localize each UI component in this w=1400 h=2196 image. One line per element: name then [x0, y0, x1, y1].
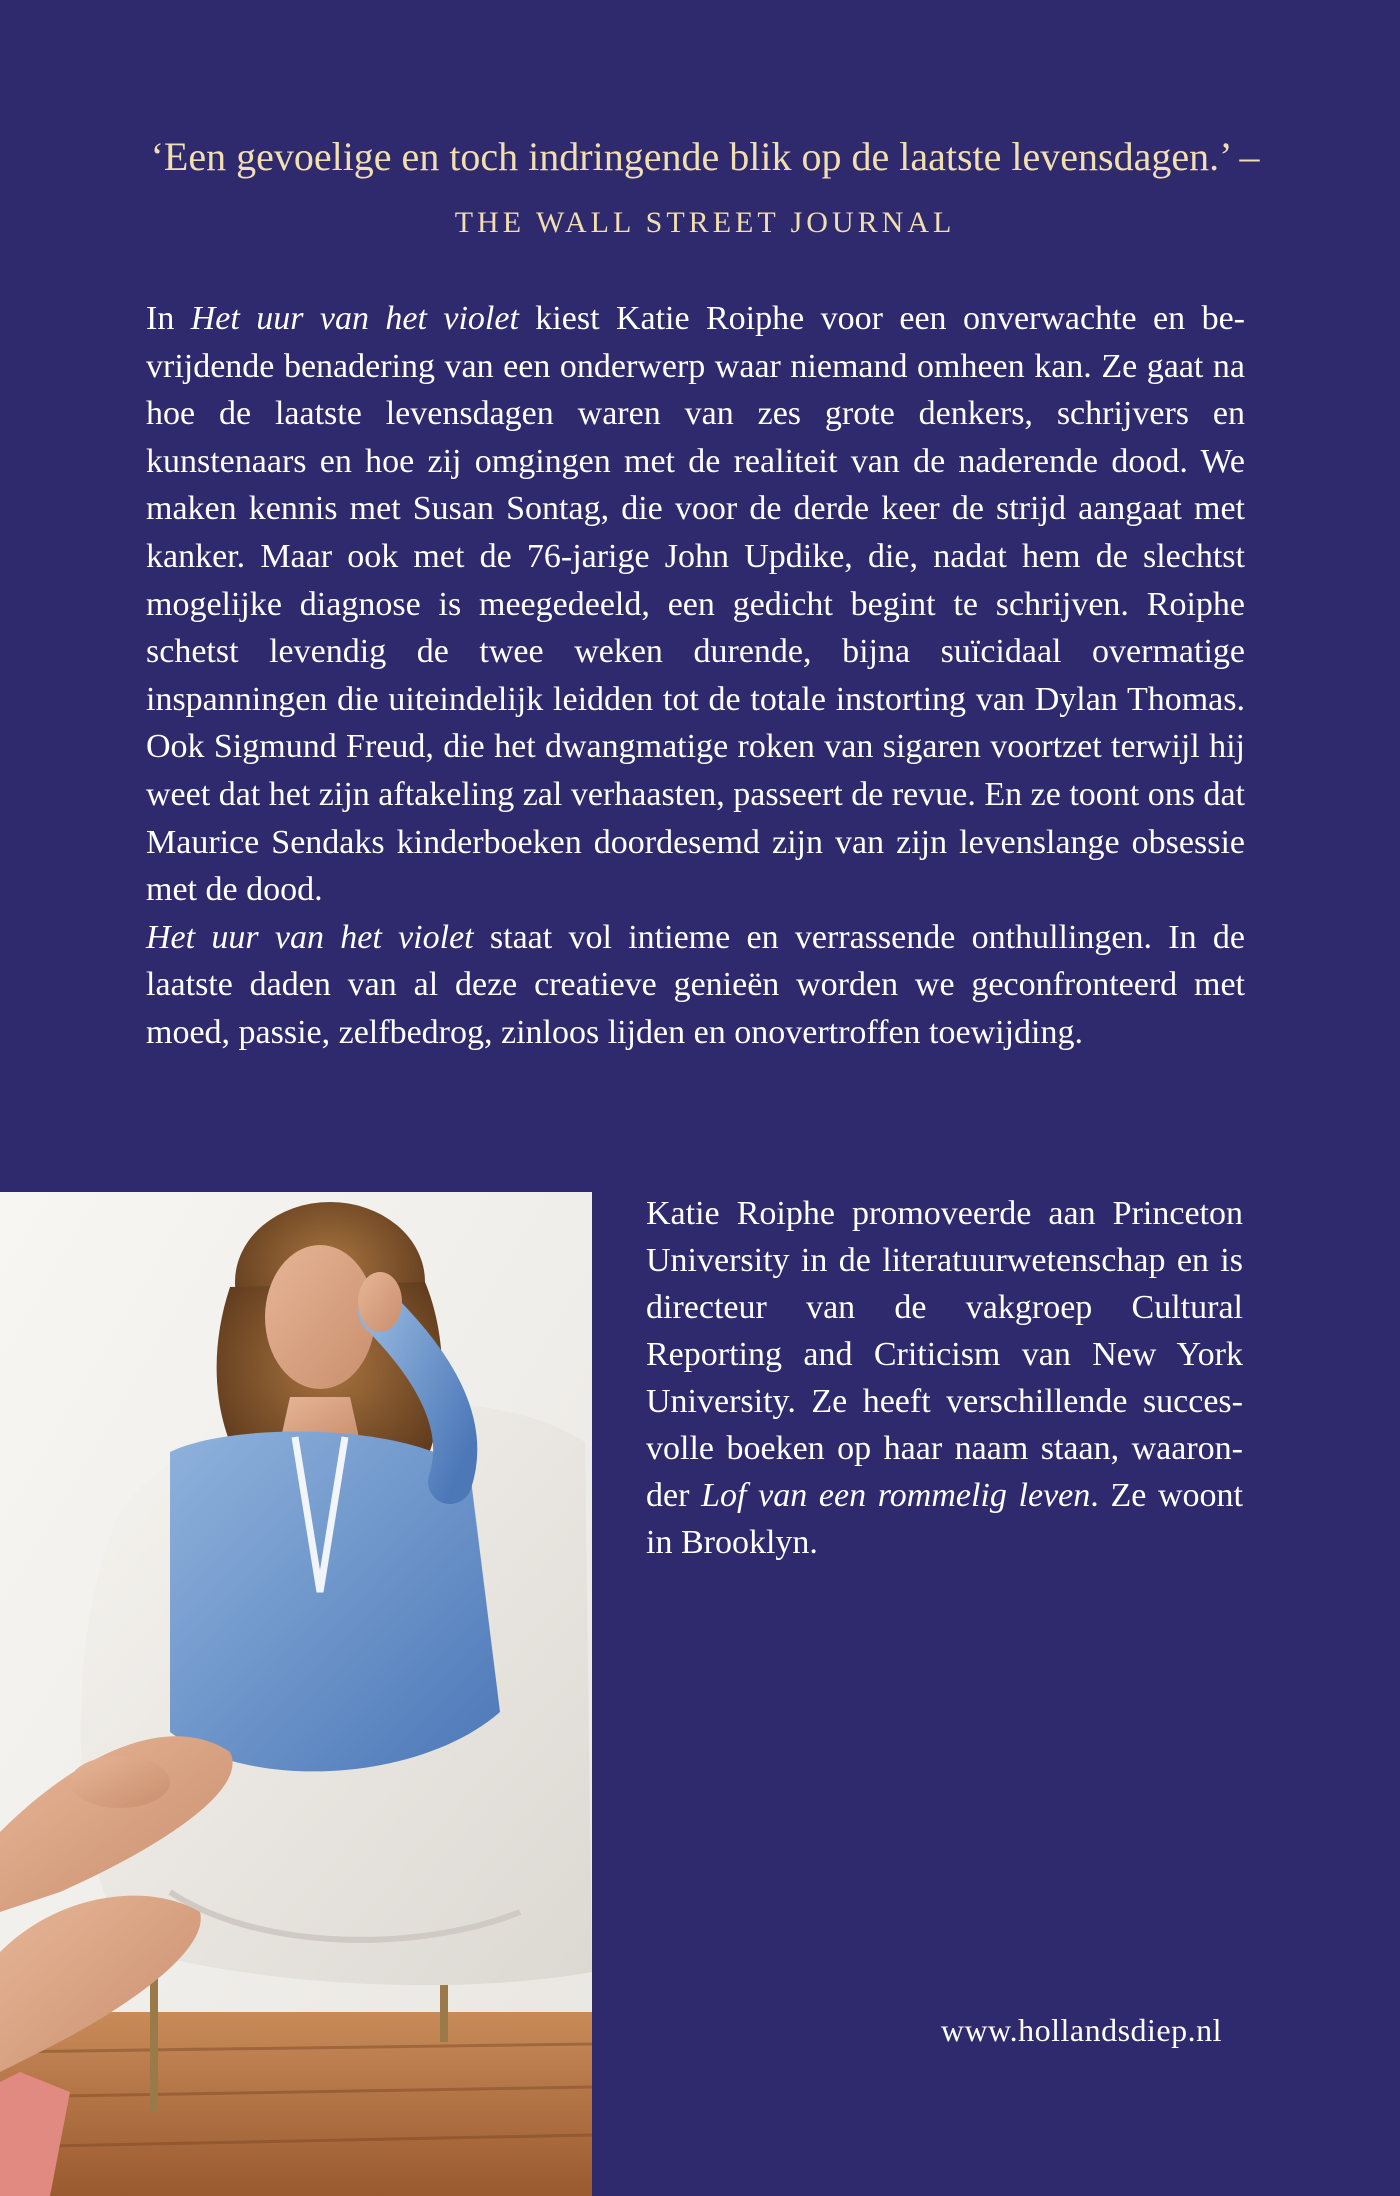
blurb-lead: In	[146, 300, 191, 337]
quote-text: ‘Een gevoelige en toch indringende blik op de laatste levensdagen.’	[150, 134, 1230, 179]
bio-book-title: Lof van een rommelig leven	[701, 1477, 1091, 1514]
blurb-text: staat vol intieme en verrassende onthullingen. In de laatste daden van al deze creatieve genieën worden we geconfronteerd met moed, passie, zelfbedrog, zinloos lijden en onovertroffen toewijding.	[146, 918, 1245, 1051]
blurb	[146, 295, 1245, 1057]
blurb-text: kiest Katie Roiphe voor een onverwachte en bevrijdende benadering van een onderwerp waar niemand omheen kan. Ze gaat na hoe de laatste levensdagen waren van zes grote denkers, schrijvers en kunstenaars en hoe zij omgingen met de realiteit van de naderende dood. We maken kennis met Susan Sontag, die voor de derde keer de strijd aangaat met kanker. Maar ook met de 76-jarige John Updike, die, nadat hem de slechtst mogelijke diagnose is meegedeeld, een gedicht begint te schrijven. Roiphe schetst levendig de twee weken durende, bijna suïcidaal overmatige inspanningen die uiteindelijk leidden tot de totale instorting van Dylan Thomas. Ook Sigmund Freud, die het dwangmatige roken van sigaren voortzet terwijl hij weet dat het zijn aftakeling zal verhaasten, passeert de revue. En ze toont ons dat Maurice Sendaks kinderboeken doordesemd zijn van zijn levenslange obsessie met de dood.	[146, 300, 1245, 909]
book-title: Het uur van het violet	[146, 918, 474, 956]
blurb-paragraph-1	[146, 295, 1245, 914]
bio-text: Katie Roiphe promoveerde aan Princeton University in de literatuurwetenschap en is directeur van de vakgroep Cultural Reporting and Criticism van New York University. Ze heeft verschillende succesvolle boeken op haar naam staan, waaronder	[646, 1195, 1243, 1514]
book-title: Het uur van het violet	[190, 300, 519, 337]
author-photo	[0, 1192, 592, 2196]
blurb-paragraph-2	[146, 914, 1245, 1057]
quote-source: THE WALL STREET JOURNAL	[454, 206, 956, 239]
publisher-website: www.hollandsdiep.nl	[940, 2012, 1222, 2048]
quote-dash: –	[1229, 134, 1260, 179]
review-quote	[150, 126, 1260, 254]
author-bio	[646, 1190, 1243, 1566]
bio-tail: . Ze woont in Brooklyn.	[646, 1477, 1243, 1561]
